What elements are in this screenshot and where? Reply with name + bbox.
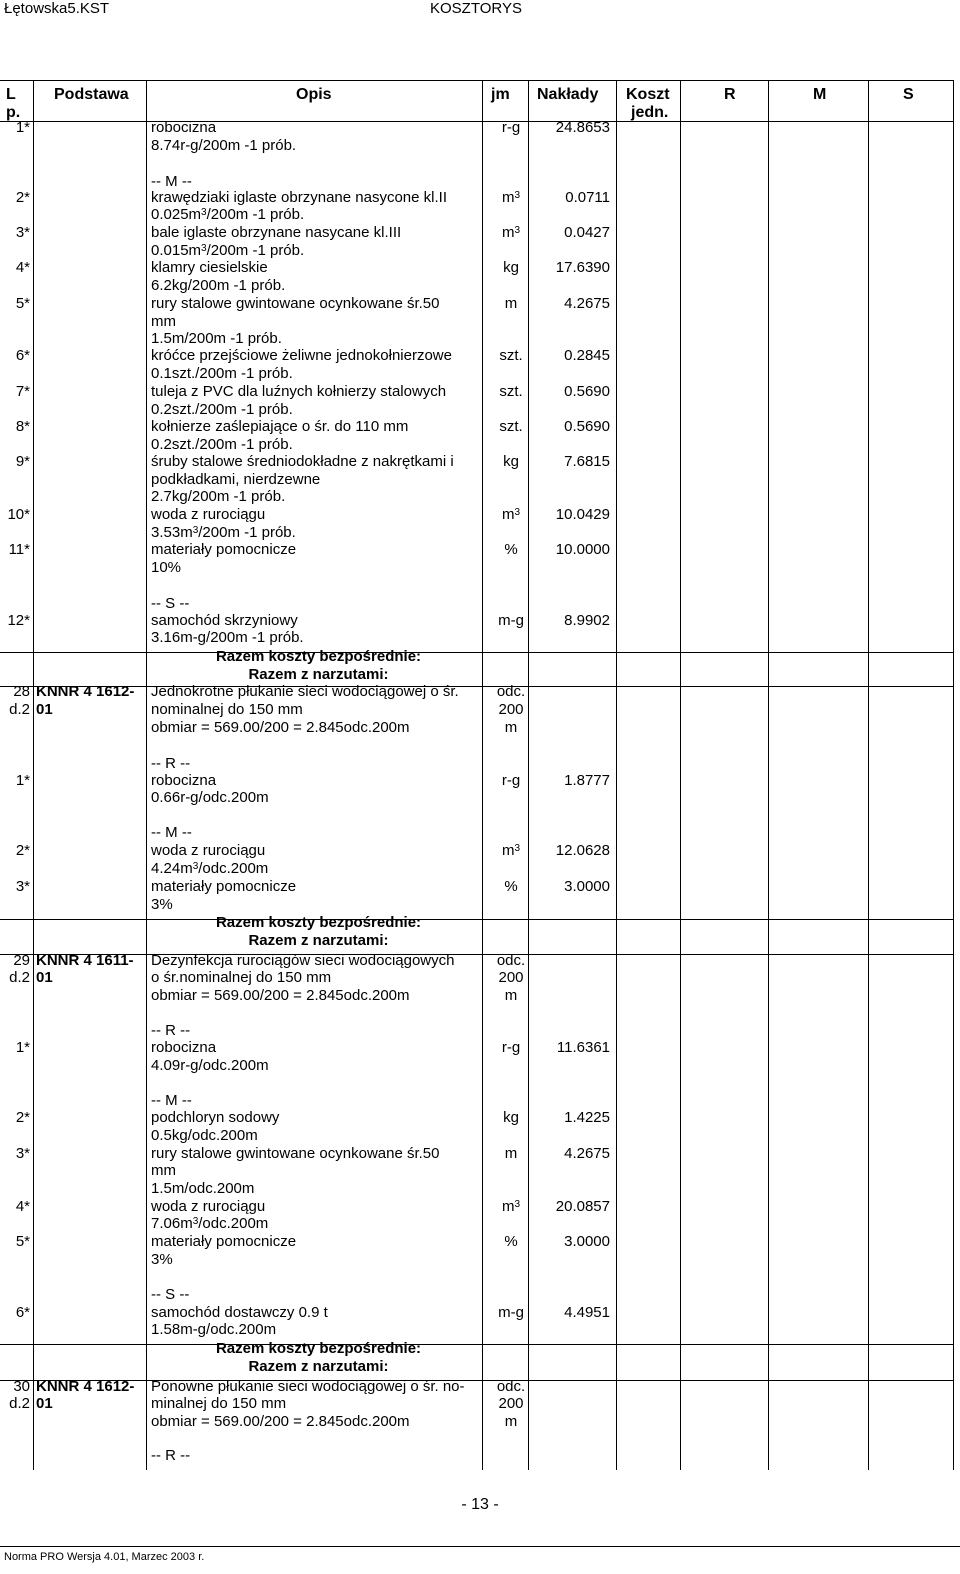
row-lp: 29 [13,952,30,969]
row-lp: 1* [15,772,30,789]
row-expense: 17.6390 [555,259,610,276]
row-expense: 3.0000 [564,878,610,895]
row-lp: 3* [15,224,30,241]
row-expense: 4.2675 [564,1145,610,1162]
row-unit: m [504,987,518,1004]
row-lp: 3* [15,1145,30,1162]
row-description: Razem koszty bezpośrednie: [215,1340,422,1357]
row-unit: m [504,295,518,312]
row-lp: 4* [15,259,30,276]
row-unit: odc. [496,1378,526,1395]
row-lp: 30 [13,1378,30,1395]
row-lp: 12* [7,612,30,629]
row-lp: 7* [15,383,30,400]
row-description: 0.66r-g/odc.200m [151,789,269,806]
row-description: obmiar = 569.00/200 = 2.845odc.200m [151,1413,410,1430]
footer-divider [0,1546,960,1547]
row-description: 0.2szt./200m -1 prób. [151,401,293,418]
row-description: materiały pomocnicze [151,541,297,558]
row-unit: szt. [499,418,523,435]
row-lp: 1* [15,119,30,136]
row-description: obmiar = 569.00/200 = 2.845odc.200m [151,719,410,736]
row-description: materiały pomocnicze [151,878,297,895]
row-unit: szt. [499,383,523,400]
row-lp: d.2 [9,969,30,986]
row-description: robocizna [151,119,217,136]
row-expense: 0.0427 [564,224,610,241]
row-expense: 4.4951 [564,1304,610,1321]
row-description: 0.5kg/odc.200m [151,1127,258,1144]
row-description: króćce przejściowe żeliwne jednokołnierzowe [151,347,452,364]
row-description: tuleja z PVC dla luźnych kołnierzy stalowych [151,383,447,400]
document-title: KOSZTORYS [430,0,522,17]
row-unit: % [504,1233,518,1250]
row-unit: r-g [501,1039,521,1056]
col-header-cost-2: jedn. [631,104,669,121]
row-description: $3.53m^3/200m$ -1 prób. [151,524,296,541]
row-expense: 0.5690 [564,383,610,400]
row-description: 3% [151,1251,173,1268]
row-description: Razem koszty bezpośrednie: [215,648,422,665]
row-description: 1.5m/200m -1 prób. [151,330,282,347]
row-lp: 5* [15,1233,30,1250]
row-description: 1.5m/odc.200m [151,1180,255,1197]
row-description: 0.1szt./200m -1 prób. [151,365,293,382]
row-description: Razem koszty bezpośrednie: [215,914,422,931]
col-header-desc: Opis [296,86,332,103]
row-description: rury stalowe gwintowane ocynkowane śr.50 [151,295,440,312]
row-description: woda z rurociągu [151,842,266,859]
col-header-s: S [903,86,914,103]
row-expense: 20.0857 [555,1198,610,1215]
row-description: obmiar = 569.00/200 = 2.845odc.200m [151,987,410,1004]
row-unit: m-g [498,1304,524,1321]
row-unit: r-g [501,772,521,789]
row-unit: m [504,719,518,736]
col-header-lp-2: p. [6,104,21,121]
row-unit: kg [503,453,519,470]
row-unit: odc. [496,683,526,700]
row-description: podkładkami, nierdzewne [151,471,321,488]
row-description: -- M -- [151,824,192,841]
row-expense: 0.2845 [564,347,610,364]
row-description: 6.2kg/200m -1 prób. [151,277,286,294]
row-description: 0.2szt./200m -1 prób. [151,436,293,453]
row-description: $0.025m^3/200m$ -1 prób. [151,206,305,223]
row-lp: 8* [15,418,30,435]
row-expense: 0.5690 [564,418,610,435]
col-header-base: Podstawa [54,86,129,103]
row-description: $7.06m^3/odc.200m$ [151,1215,269,1232]
col-header-unit: jm [491,86,510,103]
row-unit: szt. [499,347,523,364]
row-description: podchloryn sodowy [151,1109,280,1126]
row-description: robocizna [151,1039,217,1056]
row-description: 2.7kg/200m -1 prób. [151,488,286,505]
row-description: $4.24m^3/odc.200m$ [151,860,269,877]
row-description: rury stalowe gwintowane ocynkowane śr.50 [151,1145,440,1162]
row-unit: m [504,1413,518,1430]
row-description: robocizna [151,772,217,789]
row-description: Razem z narzutami: [248,1358,389,1375]
row-description: 10% [151,559,182,576]
row-description: Dezynfekcja rurociągów sieci wodociągowych [151,952,455,969]
row-unit: m-g [498,612,524,629]
row-description: -- R -- [151,755,191,772]
row-description: woda z rurociągu [151,1198,266,1215]
row-description: 3% [151,896,173,913]
row-expense: 12.0628 [555,842,610,859]
row-description: woda z rurociągu [151,506,266,523]
row-lp: 10* [7,506,30,523]
row-unit: 200 [498,969,524,986]
row-unit: $m^3$ [501,1198,521,1215]
row-lp: 6* [15,347,30,364]
row-expense: 10.0000 [555,541,610,558]
row-description: 1.58m-g/odc.200m [151,1321,277,1338]
row-lp: 11* [8,541,30,558]
row-lp: 6* [15,1304,30,1321]
row-base: KNNR 4 1612- [36,1378,135,1395]
row-description: minalnej do 150 mm [151,1395,287,1412]
row-description: -- S -- [151,595,190,612]
row-unit: $m^3$ [501,842,521,859]
row-description: nominalnej do 150 mm [151,701,303,718]
row-expense: 11.6361 [556,1039,610,1056]
row-expense: 1.4225 [564,1109,610,1126]
row-base: 01 [36,1395,53,1412]
row-expense: 24.8653 [555,119,610,136]
row-description: Razem z narzutami: [248,932,389,949]
row-lp: d.2 [9,701,30,718]
row-base: KNNR 4 1611- [36,952,134,969]
row-lp: d.2 [9,1395,30,1412]
row-description: mm [151,1162,176,1179]
row-base: 01 [36,701,53,718]
col-header-lp: L [6,86,16,103]
row-description: -- R -- [151,1447,191,1464]
row-lp: 3* [15,878,30,895]
row-lp: 2* [15,842,30,859]
row-description: o śr.nominalnej do 150 mm [151,969,332,986]
col-header-r: R [724,86,736,103]
row-description: krawędziaki iglaste obrzynane nasycone kl.II [151,189,447,206]
row-lp: 28 [13,683,30,700]
row-base: 01 [36,969,53,986]
row-description: śruby stalowe średniodokładne z nakrętkami i [151,453,454,470]
row-unit: % [504,541,518,558]
row-unit: 200 [498,701,524,718]
row-description: -- R -- [151,1022,191,1039]
row-description: $0.015m^3/200m$ -1 prób. [151,242,305,259]
row-expense: 3.0000 [564,1233,610,1250]
row-lp: 9* [15,453,30,470]
row-unit: 200 [498,1395,524,1412]
col-header-expense: Nakłady [537,86,599,103]
row-description: materiały pomocnicze [151,1233,297,1250]
row-expense: 8.9902 [564,612,610,629]
row-description: samochód skrzyniowy [151,612,298,629]
row-description: samochód dostawczy 0.9 t [151,1304,328,1321]
row-description: 8.74r-g/200m -1 prób. [151,137,297,154]
row-description: Ponowne płukanie sieci wodociągowej o śr. no- [151,1378,465,1395]
row-lp: 4* [15,1198,30,1215]
row-unit: kg [503,1109,519,1126]
row-description: -- M -- [151,1092,192,1109]
row-description: Razem z narzutami: [248,666,389,683]
row-expense: 1.8777 [564,772,610,789]
page-number: - 13 - [461,1496,499,1513]
row-unit: kg [503,259,519,276]
row-description: mm [151,313,176,330]
row-description: -- S -- [151,1286,190,1303]
row-description: kołnierze zaślepiające o śr. do 110 mm [151,418,409,435]
row-expense: 0.0711 [565,189,610,206]
row-description: 3.16m-g/200m -1 prób. [151,629,304,646]
row-description: 4.09r-g/odc.200m [151,1057,269,1074]
row-description: -- M -- [151,173,192,190]
row-description: klamry ciesielskie [151,259,268,276]
row-description: Jednokrotne płukanie sieci wodociągowej o śr. [151,683,459,700]
row-unit: r-g [501,119,521,136]
row-base: KNNR 4 1612- [36,683,135,700]
footer-text: Norma PRO Wersja 4.01, Marzec 2003 r. [4,1551,205,1563]
row-unit: $m^3$ [501,506,521,523]
row-description: bale iglaste obrzynane nasycane kl.III [151,224,402,241]
row-unit: % [504,878,518,895]
col-header-cost: Koszt [626,86,670,103]
row-unit: m [504,1145,518,1162]
row-expense: 10.0429 [555,506,610,523]
row-expense: 4.2675 [564,295,610,312]
row-lp: 2* [15,1109,30,1126]
row-unit: $m^3$ [501,189,521,206]
row-expense: 7.6815 [564,453,610,470]
row-lp: 2* [15,189,30,206]
col-header-m: M [813,86,827,103]
row-lp: 5* [15,295,30,312]
row-unit: odc. [496,952,526,969]
file-name: Łętowska5.KST [4,0,110,17]
row-lp: 1* [15,1039,30,1056]
row-unit: $m^3$ [501,224,521,241]
